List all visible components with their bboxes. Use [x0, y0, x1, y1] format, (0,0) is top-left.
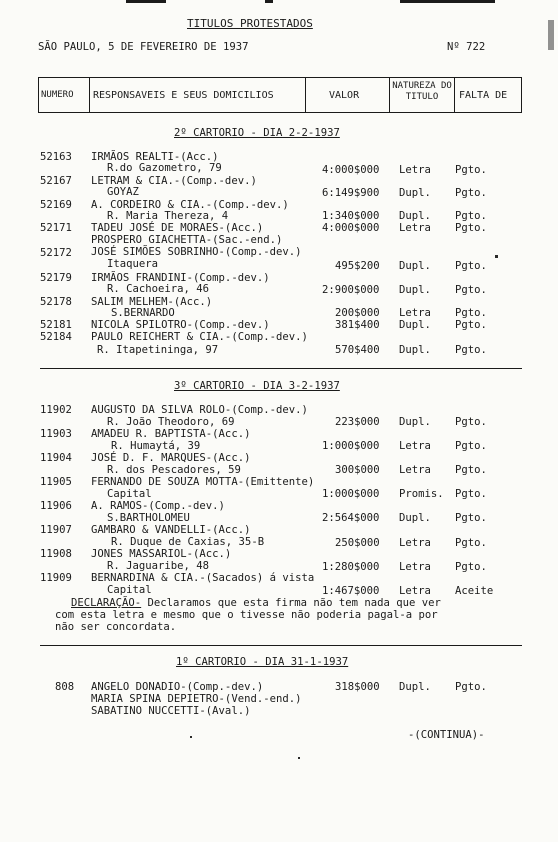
- row-responsavel: IRMÃOS REALTI-(Acc.): [91, 151, 219, 163]
- print-speck: [495, 255, 498, 258]
- row-falta: Pgto.: [455, 319, 487, 331]
- declaration-line-1: [71, 598, 441, 609]
- row-natureza: Dupl.: [399, 210, 431, 222]
- top-edge-mark: [400, 0, 495, 3]
- row-valor: 381$400: [335, 319, 380, 331]
- row-natureza: Dupl.: [399, 416, 431, 428]
- row-falta: Pgto.: [455, 187, 487, 199]
- row-natureza: Dupl.: [399, 187, 431, 199]
- row-domicilio: Itaquera: [107, 258, 159, 270]
- header-natureza: NATUREZA DO TITULO: [392, 81, 452, 102]
- row-number: 11905: [40, 476, 72, 488]
- row-responsavel: A. CORDEIRO & CIA.-(Comp.-dev.): [91, 199, 289, 211]
- row-falta: Pgto.: [455, 164, 487, 176]
- row-domicilio: S.BERNARDO: [111, 307, 175, 319]
- row-responsavel: BERNARDINA & CIA.-(Sacados) á vista: [91, 572, 315, 584]
- top-edge-mark: [126, 0, 166, 3]
- row-valor: 495$200: [335, 260, 380, 272]
- row-natureza: Dupl.: [399, 681, 431, 693]
- declaration-line-3: não ser concordata.: [55, 621, 177, 633]
- row-domicilio: R. Jaguaribe, 48: [107, 560, 210, 572]
- document-title: TITULOS PROTESTADOS: [187, 17, 313, 30]
- print-speck: [190, 736, 192, 738]
- row-responsavel: JOSÉ SIMÕES SOBRINHO-(Comp.-dev.): [91, 246, 302, 258]
- row-domicilio: R.do Gazometro, 79: [107, 162, 222, 174]
- row-number: 52181: [40, 319, 72, 331]
- row-responsavel: AMADEU R. BAPTISTA-(Acc.): [91, 428, 251, 440]
- row-falta: Pgto.: [455, 561, 487, 573]
- print-speck: [298, 757, 300, 759]
- row-number: 52184: [40, 331, 72, 343]
- row-number: 52169: [40, 199, 72, 211]
- row-falta: Pgto.: [455, 344, 487, 356]
- row-responsavel: NICOLA SPILOTRO-(Comp.-dev.): [91, 319, 270, 331]
- row-responsavel: A. RAMOS-(Comp.-dev.): [91, 500, 225, 512]
- row-responsavel: FERNANDO DE SOUZA MOTTA-(Emittente): [91, 476, 315, 488]
- header-valor: VALOR: [329, 90, 360, 101]
- header-responsaveis: RESPONSAVEIS E SEUS DOMICILIOS: [93, 90, 274, 101]
- row-domicilio: R. Duque de Caxias, 35-B: [111, 536, 265, 548]
- row-responsavel: GAMBARO & VANDELLI-(Acc.): [91, 524, 251, 536]
- print-speck: [548, 20, 554, 50]
- section-heading: 1º CARTORIO - DIA 31-1-1937: [176, 656, 349, 668]
- row-number: 11903: [40, 428, 72, 440]
- row-number: 11908: [40, 548, 72, 560]
- row-responsavel: PAULO REICHERT & CIA.-(Comp.-dev.): [91, 331, 308, 343]
- header-falta: FALTA DE: [459, 90, 508, 101]
- column-header-table: [38, 77, 522, 113]
- row-natureza: Letra: [399, 222, 431, 234]
- row-valor: 318$000: [335, 681, 380, 693]
- dateline: SÃO PAULO, 5 DE FEVEREIRO DE 1937: [38, 41, 249, 53]
- row-natureza: Dupl.: [399, 512, 431, 524]
- section-divider: [40, 645, 522, 646]
- row-number: 11904: [40, 452, 72, 464]
- row-valor: 1:000$000: [322, 440, 380, 452]
- row-falta: Pgto.: [455, 488, 487, 500]
- row-natureza: Letra: [399, 164, 431, 176]
- row-number: 11902: [40, 404, 72, 416]
- row-falta: Pgto.: [455, 464, 487, 476]
- row-responsavel: AUGUSTO DA SILVA ROLO-(Comp.-dev.): [91, 404, 308, 416]
- row-responsavel: LETRAM & CIA.-(Comp.-dev.): [91, 175, 257, 187]
- row-falta: Pgto.: [455, 681, 487, 693]
- row-domicilio: R. dos Pescadores, 59: [107, 464, 241, 476]
- row-responsavel: ANGELO DONADIO-(Comp.-dev.): [91, 681, 264, 693]
- section-heading: 3º CARTORIO - DIA 3-2-1937: [174, 380, 340, 392]
- row-natureza: Promis.: [399, 488, 444, 500]
- row-valor: 1:280$000: [322, 561, 380, 573]
- row-valor: 2:900$000: [322, 284, 380, 296]
- declaration-text: Declaramos que esta firma não tem nada que ver: [141, 597, 441, 609]
- row-responsavel: JOSÉ D. F. MARQUES-(Acc.): [91, 452, 251, 464]
- row-valor: 223$000: [335, 416, 380, 428]
- row-falta: Pgto.: [455, 512, 487, 524]
- row-number: 52167: [40, 175, 72, 187]
- row-valor: 6:149$900: [322, 187, 380, 199]
- row-natureza: Dupl.: [399, 284, 431, 296]
- row-valor: 200$000: [335, 307, 380, 319]
- section-heading: 2º CARTORIO - DIA 2-2-1937: [174, 127, 340, 139]
- row-natureza: Letra: [399, 307, 431, 319]
- row-number: 11909: [40, 572, 72, 584]
- row-falta: Pgto.: [455, 210, 487, 222]
- section-divider: [40, 368, 522, 369]
- row-responsavel: SALIM MELHEM-(Acc.): [91, 296, 213, 308]
- row-number: 11906: [40, 500, 72, 512]
- row-valor: 1:000$000: [322, 488, 380, 500]
- row-domicilio: R. Cachoeira, 46: [107, 283, 210, 295]
- continuation-note: -(CONTINUA)-: [408, 729, 485, 741]
- row-falta: Pgto.: [455, 222, 487, 234]
- row-falta: Pgto.: [455, 537, 487, 549]
- bulletin-number: Nº 722: [447, 41, 486, 53]
- row-responsavel: IRMÃOS FRANDINI-(Comp.-dev.): [91, 272, 270, 284]
- row-valor: 1:467$000: [322, 585, 380, 597]
- row-valor: 2:564$000: [322, 512, 380, 524]
- row-domicilio: R. Itapetininga, 97: [97, 344, 219, 356]
- row-natureza: Letra: [399, 464, 431, 476]
- row-natureza: Dupl.: [399, 344, 431, 356]
- row-natureza: Dupl.: [399, 319, 431, 331]
- row-natureza: Letra: [399, 440, 431, 452]
- row-number: 52172: [40, 247, 72, 259]
- row-domicilio: R. Humaytá, 39: [111, 440, 201, 452]
- row-natureza: Letra: [399, 585, 431, 597]
- row-falta: Pgto.: [455, 284, 487, 296]
- row-natureza: Letra: [399, 537, 431, 549]
- row-avalista: SABATINO NUCCETTI-(Aval.): [91, 705, 251, 717]
- row-number: 808: [55, 681, 75, 693]
- row-domicilio: R. João Theodoro, 69: [107, 416, 235, 428]
- row-falta: Pgto.: [455, 440, 487, 452]
- row-domicilio: MARIA SPINA DEPIETRO-(Vend.-end.): [91, 693, 302, 705]
- row-falta: Pgto.: [455, 260, 487, 272]
- row-valor: 4:000$000: [322, 164, 380, 176]
- row-number: 52178: [40, 296, 72, 308]
- row-valor: 570$400: [335, 344, 380, 356]
- row-valor: 250$000: [335, 537, 380, 549]
- row-responsavel: JONES MASSARIOL-(Acc.): [91, 548, 232, 560]
- header-numero: NUMERO: [41, 90, 74, 100]
- row-number: 11907: [40, 524, 72, 536]
- row-domicilio: S.BARTHOLOMEU: [107, 512, 190, 524]
- row-falta: Pgto.: [455, 307, 487, 319]
- row-natureza: Dupl.: [399, 260, 431, 272]
- row-domicilio: Capital: [107, 488, 152, 500]
- row-valor: 1:340$000: [322, 210, 380, 222]
- row-number: 52171: [40, 222, 72, 234]
- declaration-line-2: com esta letra e mesmo que o tivesse não poderia pagal-a por: [55, 609, 438, 621]
- top-edge-mark: [265, 0, 273, 3]
- declaration-label: DECLARAÇÃO-: [71, 597, 142, 609]
- row-responsavel: TADEU JOSÉ DE MORAES-(Acc.): [91, 222, 264, 234]
- row-natureza: Letra: [399, 561, 431, 573]
- row-falta: Pgto.: [455, 416, 487, 428]
- row-number: 52163: [40, 151, 72, 163]
- row-number: 52179: [40, 272, 72, 284]
- row-falta: Aceite: [455, 585, 494, 597]
- row-valor: 300$000: [335, 464, 380, 476]
- row-domicilio: PROSPERO GIACHETTA-(Sac.-end.): [91, 234, 283, 246]
- row-domicilio: GOYAZ: [107, 186, 139, 198]
- row-valor: 4:000$000: [322, 222, 380, 234]
- row-domicilio: R. Maria Thereza, 4: [107, 210, 229, 222]
- row-domicilio: Capital: [107, 584, 152, 596]
